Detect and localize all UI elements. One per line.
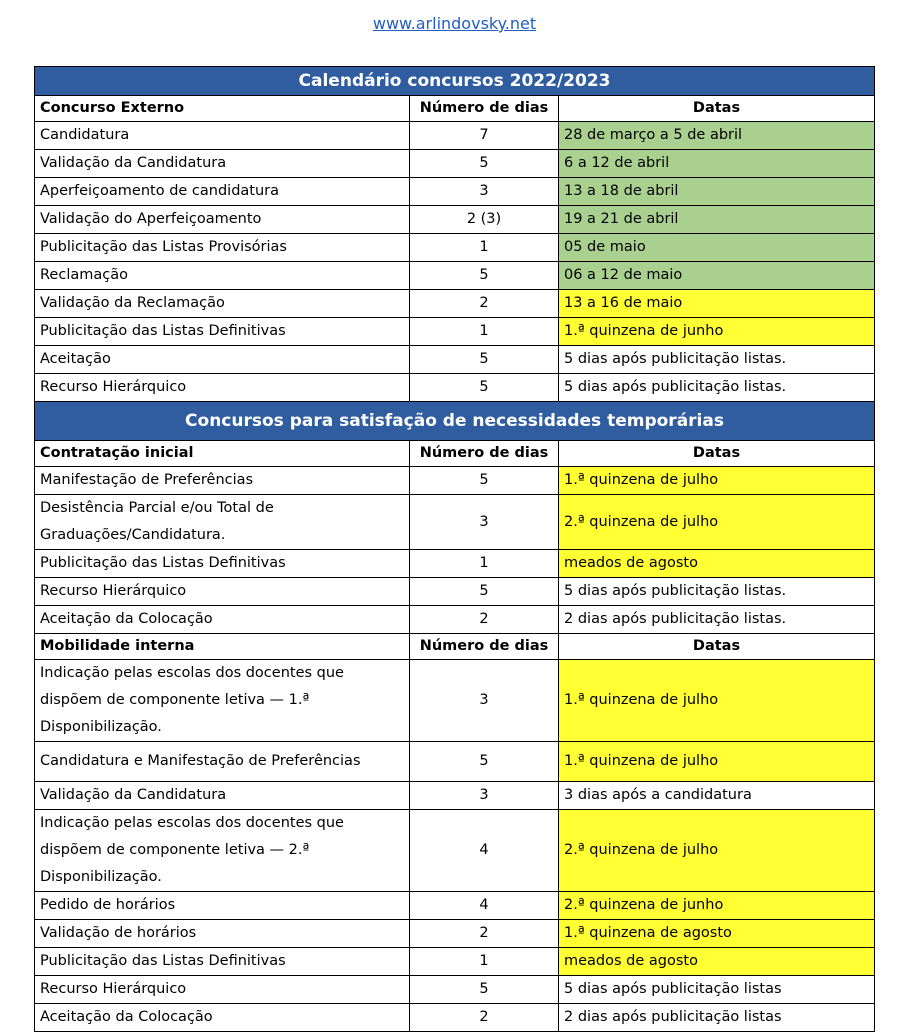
header-dates: Datas xyxy=(559,634,875,660)
table-row xyxy=(35,660,875,742)
section-title: Calendário concursos 2022/2023 xyxy=(35,67,875,96)
row-date: 1.ª quinzena de julho xyxy=(559,467,875,495)
row-label: Publicitação das Listas Definitivas xyxy=(35,550,410,578)
row-label: Aperfeiçoamento de candidatura xyxy=(35,178,410,206)
table-row xyxy=(35,920,875,948)
calendar-table xyxy=(34,66,875,1032)
header-label: Mobilidade interna xyxy=(35,634,410,660)
row-date: 5 dias após publicitação listas. xyxy=(559,346,875,374)
row-days: 1 xyxy=(410,948,559,976)
row-date: 2.ª quinzena de julho xyxy=(559,810,875,892)
row-days: 4 xyxy=(410,892,559,920)
table-row xyxy=(35,150,875,178)
section-banner xyxy=(35,67,875,96)
row-days: 5 xyxy=(410,150,559,178)
row-date: 1.ª quinzena de agosto xyxy=(559,920,875,948)
row-days: 2 xyxy=(410,606,559,634)
row-date: 2 dias após publicitação listas xyxy=(559,1004,875,1032)
table-row xyxy=(35,782,875,810)
header-label: Concurso Externo xyxy=(35,96,410,122)
row-date: 5 dias após publicitação listas xyxy=(559,976,875,1004)
row-date: 13 a 18 de abril xyxy=(559,178,875,206)
row-date: 05 de maio xyxy=(559,234,875,262)
table-row xyxy=(35,178,875,206)
site-link[interactable]: www.arlindovsky.net xyxy=(372,14,537,33)
row-label: Aceitação xyxy=(35,346,410,374)
row-label: Validação do Aperfeiçoamento xyxy=(35,206,410,234)
row-days: 5 xyxy=(410,374,559,402)
row-date: 3 dias após a candidatura xyxy=(559,782,875,810)
table-row xyxy=(35,374,875,402)
header-days: Número de dias xyxy=(410,634,559,660)
row-label: Publicitação das Listas Provisórias xyxy=(35,234,410,262)
row-label: Candidatura e Manifestação de Preferências xyxy=(35,742,410,782)
row-days: 1 xyxy=(410,234,559,262)
row-label: Candidatura xyxy=(35,122,410,150)
row-days: 4 xyxy=(410,810,559,892)
row-days: 5 xyxy=(410,262,559,290)
row-date: 1.ª quinzena de julho xyxy=(559,660,875,742)
row-date: 5 dias após publicitação listas. xyxy=(559,578,875,606)
row-date: 1.ª quinzena de junho xyxy=(559,318,875,346)
row-date: meados de agosto xyxy=(559,948,875,976)
row-date: 2.ª quinzena de julho xyxy=(559,495,875,550)
table-row xyxy=(35,976,875,1004)
row-date: 28 de março a 5 de abril xyxy=(559,122,875,150)
table-row xyxy=(35,318,875,346)
row-days: 5 xyxy=(410,976,559,1004)
row-date: 6 a 12 de abril xyxy=(559,150,875,178)
table-header-row xyxy=(35,441,875,467)
row-label: Publicitação das Listas Definitivas xyxy=(35,318,410,346)
row-label: Indicação pelas escolas dos docentes que dispõem de componente letiva — 2.ª Disponibilização. xyxy=(35,810,410,892)
table-row xyxy=(35,606,875,634)
table-row xyxy=(35,742,875,782)
table-row xyxy=(35,810,875,892)
row-days: 2 (3) xyxy=(410,206,559,234)
row-days: 2 xyxy=(410,1004,559,1032)
table-row xyxy=(35,122,875,150)
row-days: 5 xyxy=(410,467,559,495)
table-row xyxy=(35,262,875,290)
table-row xyxy=(35,495,875,550)
row-days: 2 xyxy=(410,920,559,948)
row-days: 3 xyxy=(410,660,559,742)
row-label: Indicação pelas escolas dos docentes que dispõem de componente letiva — 1.ª Disponibilização. xyxy=(35,660,410,742)
header-dates: Datas xyxy=(559,96,875,122)
row-label: Validação da Reclamação xyxy=(35,290,410,318)
row-label: Validação da Candidatura xyxy=(35,782,410,810)
row-days: 3 xyxy=(410,178,559,206)
row-label: Aceitação da Colocação xyxy=(35,1004,410,1032)
section-banner xyxy=(35,402,875,441)
table-row xyxy=(35,467,875,495)
table-row xyxy=(35,948,875,976)
row-days: 5 xyxy=(410,742,559,782)
table-header-row xyxy=(35,634,875,660)
header-label: Contratação inicial xyxy=(35,441,410,467)
header-days: Número de dias xyxy=(410,441,559,467)
table-row xyxy=(35,550,875,578)
table-row xyxy=(35,206,875,234)
row-days: 3 xyxy=(410,782,559,810)
header-days: Número de dias xyxy=(410,96,559,122)
row-label: Publicitação das Listas Definitivas xyxy=(35,948,410,976)
row-label: Pedido de horários xyxy=(35,892,410,920)
row-days: 5 xyxy=(410,578,559,606)
header-dates: Datas xyxy=(559,441,875,467)
row-label: Desistência Parcial e/ou Total de Graduações/Candidatura. xyxy=(35,495,410,550)
row-date: 2.ª quinzena de junho xyxy=(559,892,875,920)
table-row xyxy=(35,1004,875,1032)
row-days: 5 xyxy=(410,346,559,374)
row-days: 2 xyxy=(410,290,559,318)
row-date: 1.ª quinzena de julho xyxy=(559,742,875,782)
table-header-row xyxy=(35,96,875,122)
row-date: 06 a 12 de maio xyxy=(559,262,875,290)
row-label: Aceitação da Colocação xyxy=(35,606,410,634)
row-label: Recurso Hierárquico xyxy=(35,976,410,1004)
row-days: 1 xyxy=(410,550,559,578)
table-row xyxy=(35,578,875,606)
section-title: Concursos para satisfação de necessidades temporárias xyxy=(35,402,875,441)
table-row xyxy=(35,346,875,374)
row-days: 3 xyxy=(410,495,559,550)
row-date: meados de agosto xyxy=(559,550,875,578)
row-days: 1 xyxy=(410,318,559,346)
row-days: 7 xyxy=(410,122,559,150)
row-date: 13 a 16 de maio xyxy=(559,290,875,318)
row-date: 19 a 21 de abril xyxy=(559,206,875,234)
row-label: Reclamação xyxy=(35,262,410,290)
row-label: Validação da Candidatura xyxy=(35,150,410,178)
table-row xyxy=(35,892,875,920)
table-row xyxy=(35,290,875,318)
row-label: Recurso Hierárquico xyxy=(35,374,410,402)
row-date: 5 dias após publicitação listas. xyxy=(559,374,875,402)
row-label: Recurso Hierárquico xyxy=(35,578,410,606)
table-row xyxy=(35,234,875,262)
row-date: 2 dias após publicitação listas. xyxy=(559,606,875,634)
row-label: Validação de horários xyxy=(35,920,410,948)
row-label: Manifestação de Preferências xyxy=(35,467,410,495)
